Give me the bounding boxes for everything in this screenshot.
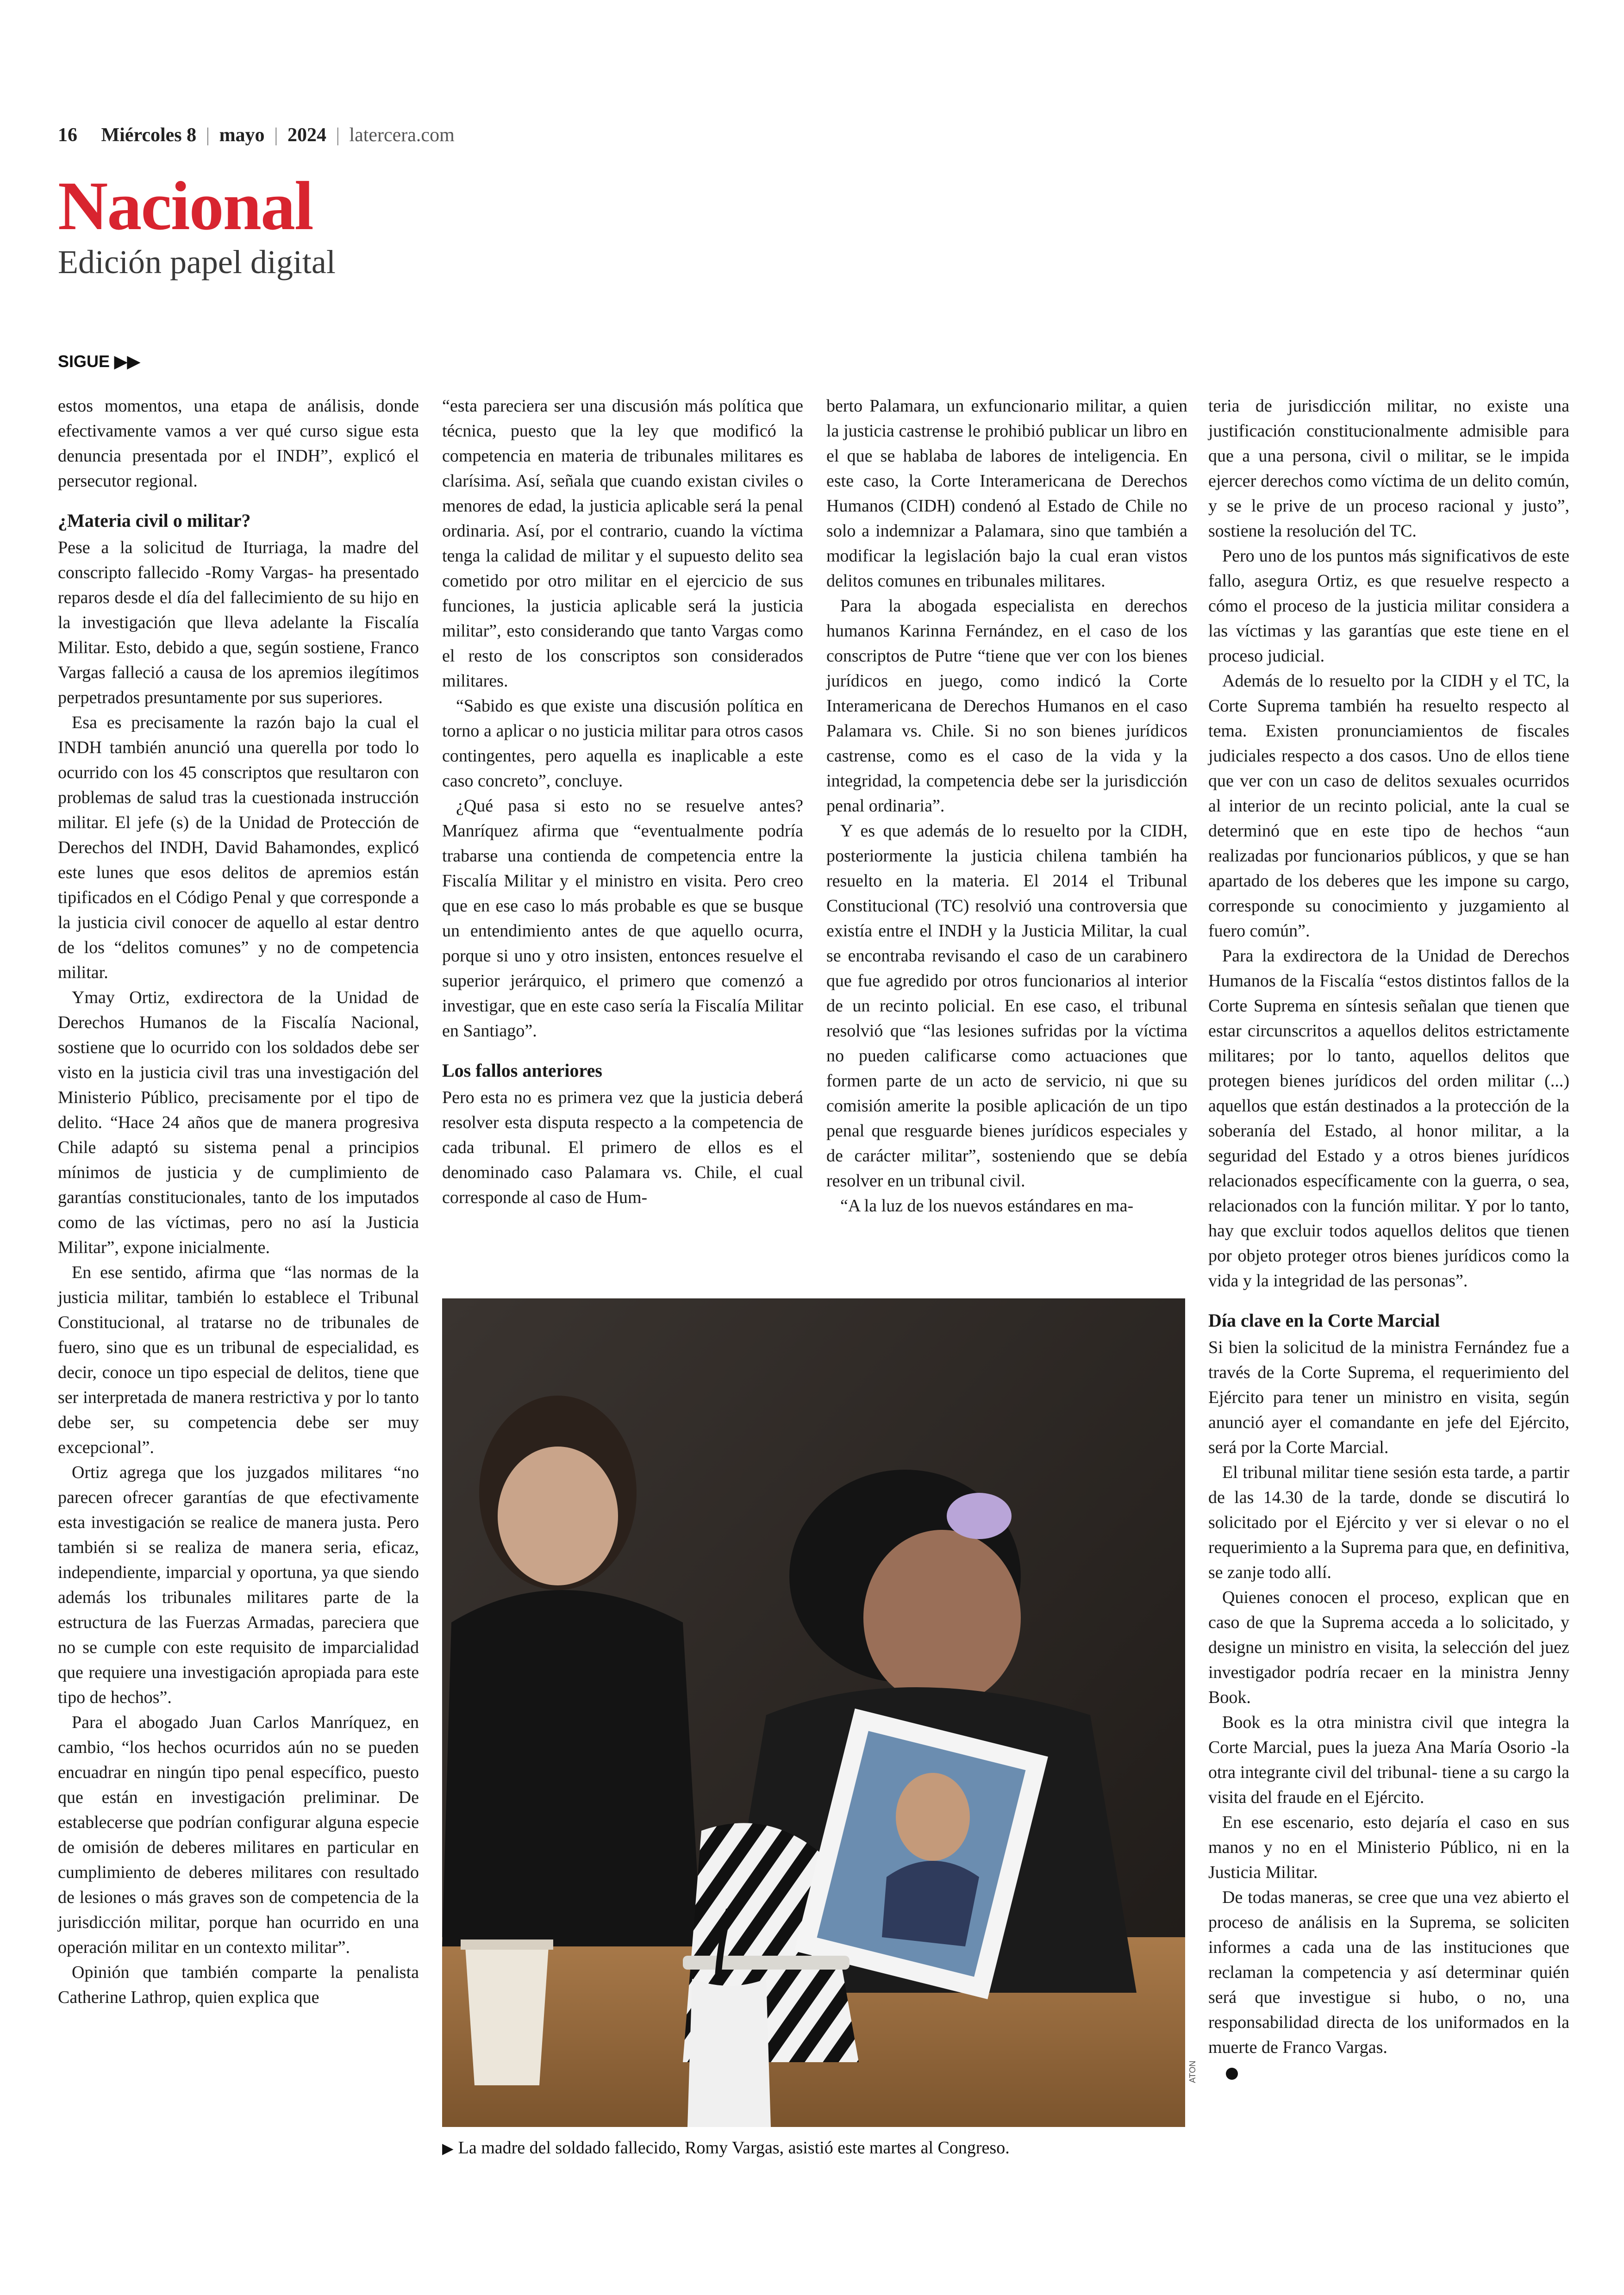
paragraph: Para el abogado Juan Carlos Manríquez, en cambio, “los hechos ocurridos aún no se pueden encuadrar en ningún tipo penal específico, puesto que están en investigación preliminar. De establecerse que podrían configurar alguna especie de omisión de deberes militares en particular en cumplimiento de deberes militares con resultado de lesiones o más graves son de competencia de la jurisdicción militar, porque han ocurrido en una operación militar en un contexto militar”.	[58, 1713, 419, 1957]
paragraph: teria de jurisdicción militar, no existe una justificación constitucionalmente admisible para que a una persona, civil o militar, se le impida ejercer derechos como víctima de un delito común, y se le prive de un proceso racional y justo”, sostiene la resolución del TC.	[1208, 396, 1569, 541]
date-day: Miércoles 8	[101, 125, 197, 146]
separator: |	[274, 125, 278, 146]
paragraph: El tribunal militar tiene sesión esta tarde, a partir de las 14.30 de la tarde, donde se discutirá lo solicitado por el Ejército y ver si elevar o no el requerimiento a la Suprema para que, en definitiva, se zanje todo allí.	[1208, 1463, 1569, 1582]
page-number: 16	[58, 125, 77, 146]
article-column-4	[1208, 393, 1569, 2085]
separator	[87, 125, 92, 146]
paragraph: De todas maneras, se cree que una vez abierto el proceso de análisis en la Suprema, se soliciten informes a cada una de las instituciones que reclaman la competencia y así determinar quién será que investigue si hubo, o no, una responsabilidad directa de los uniformados en la muerte de Franco Vargas.	[1208, 1888, 1569, 2057]
separator: |	[206, 125, 210, 146]
paragraph: Ymay Ortiz, exdirectora de la Unidad de Derechos Humanos de la Fiscalía Nacional, sostiene que lo ocurrido con los soldados debe ser visto en la justicia civil tras una investigación del Ministerio Público, precisamente por el tipo de delito. “Hace 24 años que de manera progresiva Chile adaptó su sistema penal a principios mínimos de justicia y de cumplimiento de garantías constitucionales, tanto de los imputados como de las víctimas, pero no así la Justicia Militar”, expone inicialmente.	[58, 988, 419, 1257]
coffee-cup	[461, 1940, 553, 2085]
edition-subtitle: Edición papel digital	[58, 243, 336, 281]
paragraph: Esa es precisamente la razón bajo la cual el INDH también anunció una querella por todo lo ocurrido con los 45 conscriptos que resultaron con problemas de salud tras la cuestionada instrucción militar. El jefe (s) de la Unidad de Protección de Derechos del INDH, David Bahamondes, explicó este lunes que esos delitos de apremios están tipificados en el Código Penal y que corresponde a la justicia civil conocer de aquello al estar dentro de los “delitos comunes” y no de competencia militar.	[58, 713, 419, 982]
paragraph: Pero esta no es primera vez que la justicia deberá resolver esta disputa respecto a la competencia de cada tribunal. El primero de ellos es el denominado caso Palamara vs. Chile, el cual corresponde al caso de Hum-	[442, 1088, 803, 1207]
subheading: Los fallos anteriores	[442, 1060, 602, 1081]
paragraph: En ese sentido, afirma que “las normas de la justicia militar, también lo establece el Tribunal Constitucional, al tratarse no de tribunales de fuero, sino que es un tribunal de especialidad, es decir, conoce un tipo especial de delitos, tiene que ser interpretada de manera restrictiva y por lo tanto debe ser, su competencia debe ser muy excepcional”.	[58, 1263, 419, 1457]
paragraph: Pero uno de los puntos más significativos de este fallo, asegura Ortiz, es que resuelve respecto a cómo el proceso de la justicia militar considera a las víctimas y las garantías que este tiene en el proceso judicial.	[1208, 546, 1569, 666]
article-column-3	[826, 393, 1187, 1218]
paragraph: Si bien la solicitud de la ministra Fernández fue a través de la Corte Suprema, el requerimiento del Ejército para tener un ministro en visita, según anunció ayer el comandante en jefe del Ejército, será por la Corte Marcial.	[1208, 1338, 1569, 1457]
paragraph: berto Palamara, un exfuncionario militar, a quien la justicia castrense le prohibió publicar un libro en el que se hablaba de labores de inteligencia. En este caso, la Corte Interamericana de Derechos Humanos (CIDH) condenó al Estado de Chile no solo a indemnizar a Palamara, sino que también a modificar la legislación bajo la cual eran vistos delitos comunes en tribunales militares.	[826, 396, 1187, 591]
end-mark	[1208, 2060, 1569, 2085]
article-column-1	[58, 393, 419, 2010]
caption-text: La madre del soldado fallecido, Romy Vargas, asistió este martes al Congreso.	[458, 2138, 1010, 2158]
article-column-2	[442, 393, 803, 1210]
paragraph: Para la exdirectora de la Unidad de Derechos Humanos de la Fiscalía “estos distintos fallos de la Corte Suprema en síntesis señalan que tienen que estar circunscritos a aquellos delitos estrictamente militares; por lo tanto, aquellos delitos que protegen bienes jurídicos del orden militar (...) aquellos que están destinados a la protección de la soberanía del Estado, al honor militar, a la seguridad del Estado y a otros bienes jurídicos relacionados específicamente con la guerra, o sea, relacionados con la función militar. Y por lo tanto, hay que excluir todos aquellos delitos que tienen por objeto proteger otros bienes jurídicos como la vida y la integridad de las personas”.	[1208, 946, 1569, 1291]
photo-caption	[442, 2138, 1010, 2158]
paragraph: Book es la otra ministra civil que integra la Corte Marcial, pues la jueza Ana María Osorio -la otra integrante civil del tribunal- tiene a su cargo la visita del fraude en el Ejército.	[1208, 1713, 1569, 1807]
photo-illustration	[442, 1298, 1185, 2127]
paragraph: Opinión que también comparte la penalista Catherine Lathrop, quien explica que	[58, 1963, 419, 2007]
section-title: Nacional	[58, 168, 313, 244]
paragraph: Quienes conocen el proceso, explican que en caso de que la Suprema acceda a lo solicitado, y designe un ministro en visita, la selección del juez investigador podría recaer en la ministra Jenny Book.	[1208, 1588, 1569, 1707]
paragraph: Para la abogada especialista en derechos humanos Karinna Fernández, en el caso de los conscriptos de Putre “tiene que ver con los bienes jurídicos en juego, como indicó la Corte Interamericana de Derechos Humanos en el caso Palamara vs. Chile. Si no son bienes jurídicos castrense, como es el caso de la vida y la integridad, la competencia debe ser la jurisdicción penal ordinaria”.	[826, 596, 1187, 816]
date-year: 2024	[287, 125, 326, 146]
subheading: Día clave en la Corte Marcial	[1208, 1310, 1440, 1331]
separator: |	[336, 125, 340, 146]
paragraph: Pese a la solicitud de Iturriaga, la madre del conscripto fallecido -Romy Vargas- ha presentado reparos desde el día del fallecimiento de su hijo en la investigación que lleva adelante la Fiscalía Militar. Esto, debido a que, según sostiene, Franco Vargas falleció a causa de los apremios ilegítimos perpetrados presuntamente por sus superiores.	[58, 538, 419, 707]
site-link[interactable]: latercera.com	[349, 125, 455, 146]
article-photo	[442, 1298, 1185, 2127]
paragraph: “A la luz de los nuevos estándares en ma-	[840, 1196, 1134, 1216]
paragraph: Y es que además de lo resuelto por la CIDH, posteriormente la justicia chilena también ha resuelto en la materia. El 2014 el Tribunal Constitucional (TC) resolvió una controversia que existía entre el INDH y la Justicia Militar, la cual se encontraba revisando el caso de un carabinero que fue agredido por otros funcionarios al interior de un recinto policial. En ese caso, el tribunal resolvió que “las lesiones sufridas por la víctima no pueden calificarse como actuaciones que formen parte de un acto de servicio, ni que su comisión amerite la posible aplicación de un tipo penal que resguarde bienes jurídicos especiales y de carácter militar”, sosteniendo que se debía resolver en un tribunal civil.	[826, 821, 1187, 1191]
caption-arrow-icon: ▶	[442, 2140, 454, 2157]
date-month: mayo	[219, 125, 265, 146]
photo-credit: ATON	[1188, 2060, 1197, 2083]
paragraph: ¿Qué pasa si esto no se resuelve antes? Manríquez afirma que “eventualmente podría trabarse una contienda de competencia entre la Fiscalía Militar y el ministro en visita. Pero creo que en ese caso lo más probable es que se busque un entendimiento antes de que aquello ocurra, porque si uno y otro insisten, entonces resuelve el superior jerárquico, el primero que comenzó a investigar, que en este caso sería la Fiscalía Militar en Santiago”.	[442, 796, 803, 1041]
paragraph: “Sabido es que existe una discusión política en torno a aplicar o no justicia militar para otros casos contingentes, pero aquella es inaplicable a este caso concreto”, concluye.	[442, 696, 803, 791]
page-header	[58, 124, 455, 146]
paragraph: En ese escenario, esto dejaría el caso en sus manos y no en el Ministerio Público, ni en la Justicia Militar.	[1208, 1813, 1569, 1882]
paragraph: “esta pareciera ser una discusión más política que técnica, puesto que la ley que modificó la competencia en materia de tribunales militares es clarísima. Así, señala que cuando existan civiles o menores de edad, la justicia aplicable será la penal ordinaria. Así, por el contrario, cuando la víctima tenga la calidad de militar y el supuesto delito sea cometido por otro militar en el ejercicio de sus funciones, la justicia aplicable será la justicia militar”, esto considerando que tanto Vargas como el resto de los conscriptos son considerados militares.	[442, 396, 803, 691]
paragraph: Ortiz agrega que los juzgados militares “no parecen ofrecer garantías de que efectivamente esta investigación se realice de manera justa. Pero también si se realiza de manera seria, eficaz, independiente, imparcial y oportuna, ya que siendo además los tribunales militares parte de la estructura de las Fuerzas Armadas, pareciera que no se cumple con este requisito de imparcialidad que requiere una investigación apropiada para este tipo de hechos”.	[58, 1463, 419, 1707]
paragraph: estos momentos, una etapa de análisis, donde efectivamente vamos a ver qué curso sigue esta denuncia presentada por el INDH”, explicó el persecutor regional.	[58, 396, 419, 491]
continues-label: SIGUE ▶▶	[58, 352, 140, 371]
paragraph: Además de lo resuelto por la CIDH y el TC, la Corte Suprema también ha resuelto respecto al tema. Existen pronunciamientos de fiscales judiciales respecto a dos casos. Uno de ellos tiene que ver con un caso de delitos sexuales ocurridos al interior de un recinto policial, ante la cual se determinó que en este tipo de hechos “aun realizadas por funcionarios públicos, y que se han apartado de los deberes que les impone su cargo, corresponde su conocimiento y juzgamiento al fuero común”.	[1208, 671, 1569, 941]
subheading: ¿Materia civil o militar?	[58, 510, 251, 531]
